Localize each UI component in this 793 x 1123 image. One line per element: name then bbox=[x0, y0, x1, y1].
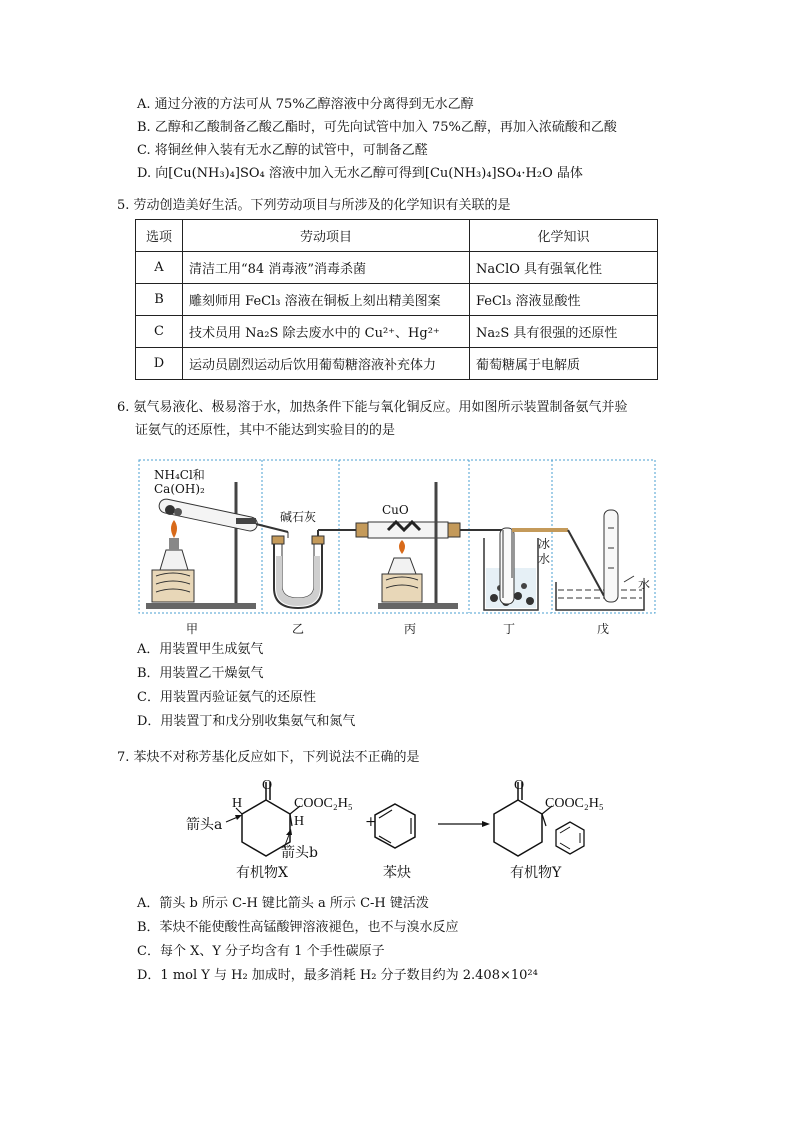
table-cell: FeCl₃ 溶液显酸性 bbox=[470, 284, 658, 316]
compound-x-name: 有机物X bbox=[236, 865, 288, 881]
arrow-b-label: 箭头b bbox=[281, 845, 318, 861]
q6-option-b: B．用装置乙干燥氨气 bbox=[137, 666, 264, 681]
arrow-a-label: 箭头a bbox=[186, 817, 223, 833]
q5-stem: 5. 劳动创造美好生活。下列劳动项目与所涉及的化学知识有关联的是 bbox=[117, 198, 511, 213]
cuo-label: CuO bbox=[382, 503, 409, 517]
apparatus-label-wu: 戊 bbox=[597, 622, 610, 636]
apparatus-label-bing: 丙 bbox=[404, 622, 417, 636]
q4-option-b: B. 乙醇和乙酸制备乙酸乙酯时，可先向试管中加入 75%乙醇，再加入浓硫酸和乙酸 bbox=[137, 120, 617, 135]
table-header-cell: 化学知识 bbox=[470, 220, 658, 252]
table-row bbox=[136, 284, 658, 316]
x-h-right: H bbox=[294, 814, 305, 829]
q7-stem: 7. 苯炔不对称芳基化反应如下，下列说法不正确的是 bbox=[117, 750, 420, 765]
table-cell: B bbox=[136, 284, 183, 316]
table-cell: D bbox=[136, 348, 183, 380]
q4-option-a: A. 通过分液的方法可从 75%乙醇溶液中分离得到无水乙醇 bbox=[137, 97, 474, 112]
q7-option-b: B．苯炔不能使酸性高锰酸钾溶液褪色，也不与溴水反应 bbox=[137, 920, 459, 935]
q7-option-d: D．1 mol Y 与 H₂ 加成时，最多消耗 H₂ 分子数目约为 2.408×10²⁴ bbox=[137, 968, 538, 983]
ice-water-label-2: 水 bbox=[538, 552, 551, 566]
apparatus-label-jia: 甲 bbox=[186, 622, 199, 636]
table-cell: 运动员剧烈运动后饮用葡萄糖溶液补充体力 bbox=[183, 348, 470, 380]
table-row bbox=[136, 348, 658, 380]
q7-option-a: A．箭头 b 所示 C-H 键比箭头 a 所示 C-H 键活泼 bbox=[137, 896, 429, 911]
reagent-label-line1: NH₄Cl和 bbox=[154, 468, 205, 482]
table-row bbox=[136, 316, 658, 348]
table-header-cell: 劳动项目 bbox=[183, 220, 470, 252]
q5-table bbox=[135, 219, 658, 380]
q4-option-c: C. 将铜丝伸入装有无水乙醇的试管中，可制备乙醛 bbox=[137, 143, 428, 158]
q6-option-c: C．用装置丙验证氨气的还原性 bbox=[137, 690, 316, 705]
table-header-cell: 选项 bbox=[136, 220, 183, 252]
x-h-left: H bbox=[232, 796, 243, 811]
table-cell: 清洁工用“84 消毒液”消毒杀菌 bbox=[183, 252, 470, 284]
apparatus-figure bbox=[138, 458, 658, 618]
table-header-row bbox=[136, 220, 658, 252]
compound-y-name: 有机物Y bbox=[510, 865, 562, 881]
table-cell: C bbox=[136, 316, 183, 348]
water-label: 水 bbox=[638, 577, 651, 591]
benzyne-name: 苯炔 bbox=[383, 865, 411, 881]
table-cell: NaClO 具有强氧化性 bbox=[470, 252, 658, 284]
table-cell: Na₂S 具有很强的还原性 bbox=[470, 316, 658, 348]
reagent-label-line2: Ca(OH)₂ bbox=[154, 482, 205, 496]
q6-option-d: D．用装置丁和戊分别收集氨气和氮气 bbox=[137, 714, 356, 729]
q6-stem-line1: 6. 氨气易液化、极易溶于水，加热条件下能与氧化铜反应。用如图所示装置制备氨气并验 bbox=[117, 400, 628, 415]
table-cell: A bbox=[136, 252, 183, 284]
soda-lime-label: 碱石灰 bbox=[280, 510, 317, 524]
apparatus-label-ding: 丁 bbox=[503, 622, 516, 636]
apparatus-label-yi: 乙 bbox=[292, 622, 305, 636]
plus-sign: + bbox=[365, 814, 377, 830]
table-cell: 技术员用 Na₂S 除去废水中的 Cu²⁺、Hg²⁺ bbox=[183, 316, 470, 348]
x-ester: COOC₂H₅ bbox=[294, 796, 353, 811]
q6-option-a: A．用装置甲生成氨气 bbox=[137, 642, 264, 657]
q7-option-c: C．每个 X、Y 分子均含有 1 个手性碳原子 bbox=[137, 944, 385, 959]
table-cell: 葡萄糖属于电解质 bbox=[470, 348, 658, 380]
q6-stem-line2: 证氨气的还原性，其中不能达到实验目的的是 bbox=[135, 423, 396, 438]
y-oxygen: O bbox=[514, 778, 525, 793]
reaction-scheme bbox=[180, 778, 630, 868]
table-row bbox=[136, 252, 658, 284]
y-ester: COOC₂H₅ bbox=[545, 796, 604, 811]
x-oxygen: O bbox=[262, 778, 273, 793]
table-cell: 雕刻师用 FeCl₃ 溶液在铜板上刻出精美图案 bbox=[183, 284, 470, 316]
ice-water-label-1: 冰 bbox=[538, 537, 551, 551]
q4-option-d: D. 向[Cu(NH₃)₄]SO₄ 溶液中加入无水乙醇可得到[Cu(NH₃)₄]SO₄·H₂O 晶体 bbox=[137, 166, 583, 181]
